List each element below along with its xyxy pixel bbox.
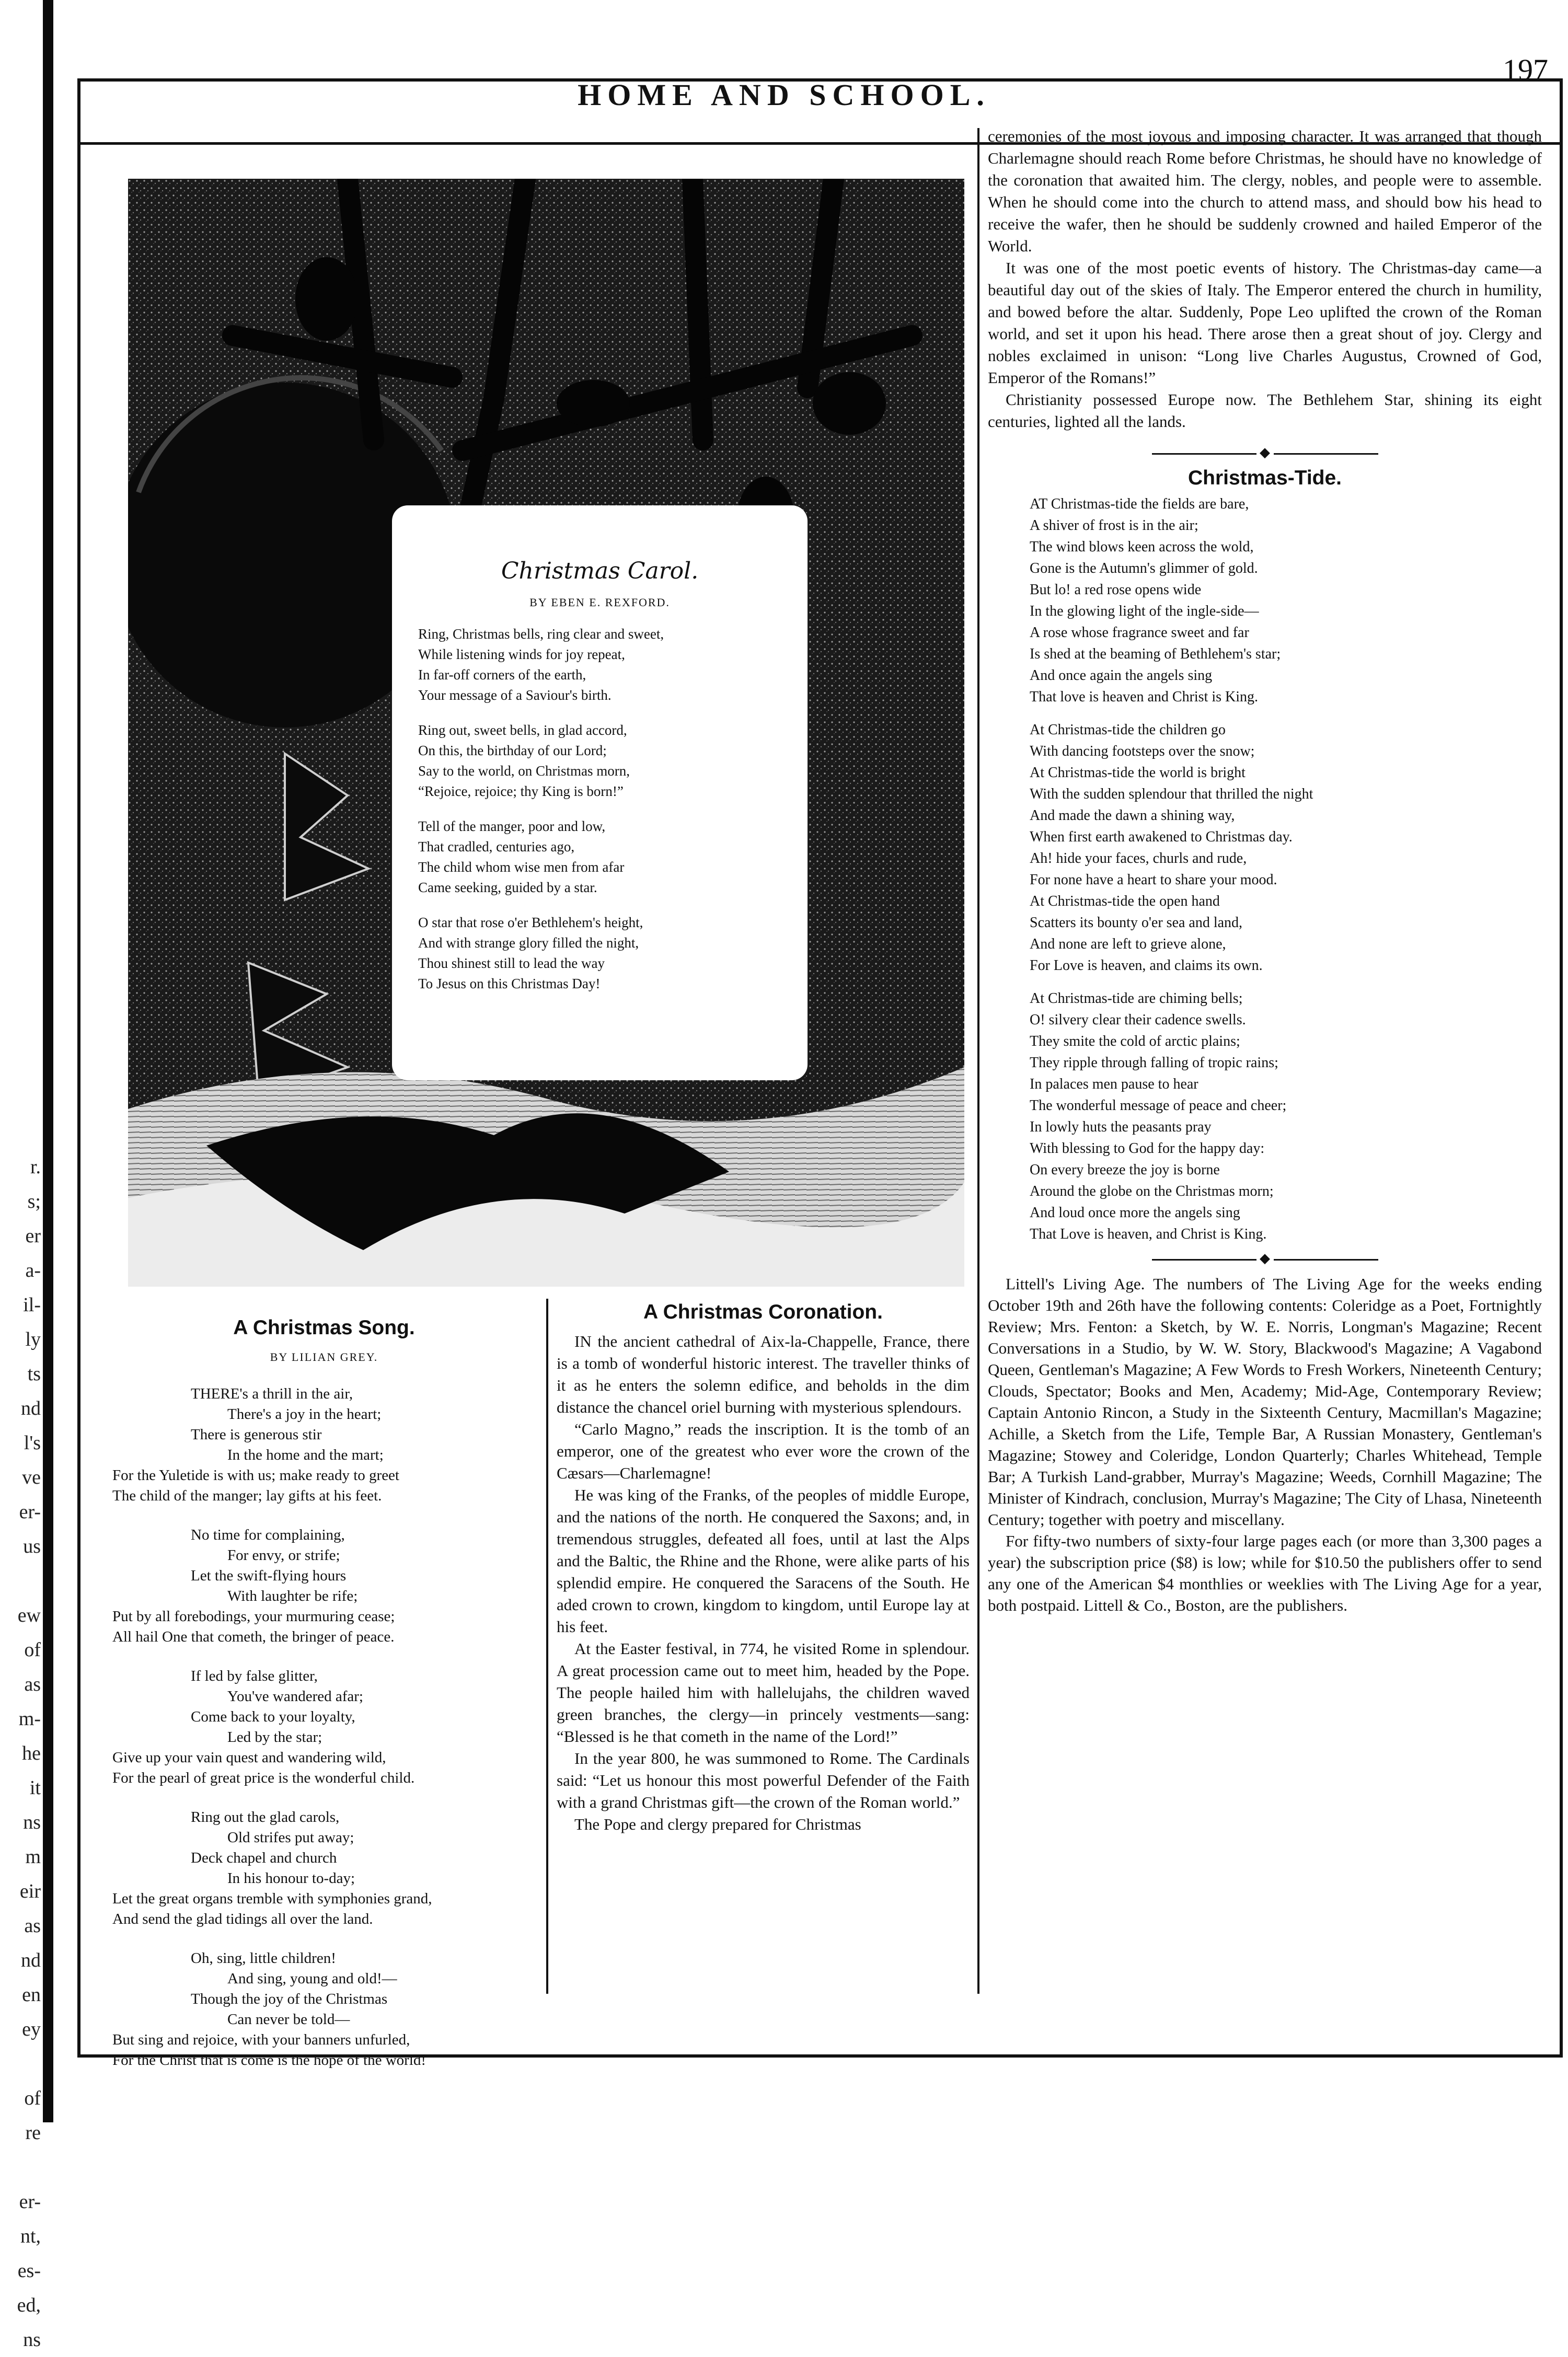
verse-line: But lo! a red rose opens wide	[1030, 582, 1202, 598]
verse-line: At Christmas-tide the world is bright	[1030, 765, 1246, 781]
gutter-fragment-line: as	[24, 1915, 41, 1937]
verse-line: You've wandered afar;	[227, 1688, 363, 1705]
verse-line: Deck chapel and church	[191, 1850, 337, 1866]
gutter-binding-shadow	[43, 0, 53, 2122]
verse-line: Oh, sing, little children!	[191, 1950, 336, 1967]
verse-line: The child whom wise men from afar	[418, 859, 625, 875]
verse-line: While listening winds for joy repeat,	[418, 646, 625, 662]
article-paragraph: The Pope and clergy prepared for Christmas	[574, 1815, 861, 1833]
gutter-fragment-line: eir	[19, 1880, 41, 1902]
verse-line: Let the swift-flying hours	[191, 1567, 347, 1584]
verse-line: Give up your vain quest and wandering wild,	[112, 1749, 386, 1766]
verse-line: At Christmas-tide the children go	[1030, 722, 1226, 738]
tide-stanza	[1030, 719, 1542, 976]
verse-line: Scatters its bounty o'er sea and land,	[1030, 915, 1243, 931]
verse-line: The wind blows keen across the wold,	[1030, 539, 1254, 555]
christmas-tide-poem	[988, 493, 1542, 1245]
carol-stanza	[418, 624, 781, 706]
song-stanza	[112, 1807, 536, 1929]
carol-author: BY EBEN E. REXFORD.	[529, 596, 670, 609]
verse-line: On every breeze the joy is borne	[1030, 1162, 1220, 1178]
gutter-fragment-line: ey	[22, 2018, 41, 2040]
verse-line: They ripple through falling of tropic rains;	[1030, 1055, 1278, 1071]
gutter-fragment-line: l's	[24, 1432, 41, 1454]
winter-illustration	[128, 179, 964, 1287]
verse-line: Ring, Christmas bells, ring clear and sweet,	[418, 626, 664, 642]
verse-line: In the glowing light of the ingle-side—	[1030, 603, 1259, 619]
verse-line: Can never be told—	[227, 2011, 350, 2028]
verse-line: And none are left to grieve alone,	[1030, 936, 1226, 952]
verse-line: Old strifes put away;	[227, 1829, 354, 1846]
section-separator: ◆	[988, 1248, 1542, 1269]
coronation-continued	[988, 125, 1542, 433]
christmas-song-author: BY LILIAN GREY.	[270, 1350, 378, 1364]
running-head: HOME AND SCHOOL.	[578, 78, 990, 112]
verse-line: Gone is the Autumn's glimmer of gold.	[1030, 560, 1258, 576]
verse-line: O star that rose o'er Bethlehem's height,	[418, 915, 643, 930]
verse-line: Come back to your loyalty,	[191, 1708, 355, 1725]
verse-line: A shiver of frost is in the air;	[1030, 517, 1198, 534]
gutter-fragment-line: es-	[17, 2260, 41, 2282]
verse-line: Ring out, sweet bells, in glad accord,	[418, 722, 627, 738]
verse-line: And once again the angels sing	[1030, 667, 1213, 684]
verse-line: In lowly huts the peasants pray	[1030, 1119, 1212, 1135]
gutter-fragment-line: er-	[19, 1501, 41, 1523]
gutter-fragment-line: of	[24, 2087, 41, 2109]
verse-line: Led by the star;	[227, 1729, 322, 1746]
article-paragraph: ceremonies of the most joyous and imposing character. It was arranged that though Charlemagne should reach Rome before Christmas, he should have no knowledge of the coronation that awaited him. The clergy, nobles, and people were to assemble. When he should come into the church to attend mass, and should bow his head to receive the wafer, then he should be suddenly crowned and hailed Emperor of the World.	[988, 127, 1542, 255]
gutter-fragment-line: nd	[21, 1949, 41, 1971]
coronation-body	[557, 1331, 970, 1835]
song-stanza	[112, 1666, 536, 1788]
gutter-fragment-line: er-	[19, 2191, 41, 2213]
gutter-fragment-line: as	[24, 1673, 41, 1695]
verse-line: O! silvery clear their cadence swells.	[1030, 1012, 1246, 1028]
song-stanza	[112, 1384, 536, 1506]
verse-line: No time for complaining,	[191, 1527, 345, 1543]
gutter-fragment-line: en	[22, 1984, 41, 2006]
gutter-fragment-line	[0, 1564, 41, 1598]
verse-line: And with strange glory filled the night,	[418, 935, 639, 951]
verse-line: Thou shinest still to lead the way	[418, 955, 605, 971]
tide-stanza	[1030, 988, 1542, 1245]
column-rule-right	[977, 128, 979, 1994]
gutter-fragment-line	[0, 2150, 41, 2185]
gutter-fragment-line: of	[24, 1639, 41, 1661]
section-separator: ◆	[988, 442, 1542, 463]
carol-stanza	[418, 912, 781, 994]
article-paragraph: In the year 800, he was summoned to Rome. The Cardinals said: “Let us honour this most powerful Defender of the Faith with a grand Christmas gift—the crown of the Roman world.”	[557, 1749, 970, 1811]
verse-line: To Jesus on this Christmas Day!	[418, 976, 601, 991]
article-paragraph: Christianity possessed Europe now. The Bethlehem Star, shining its eight centuries, lighted all the lands.	[988, 390, 1542, 431]
verse-line: Ring out the glad carols,	[191, 1809, 340, 1825]
verse-line: And made the dawn a shining way,	[1030, 807, 1235, 824]
verse-line: AT Christmas-tide the fields are bare,	[1030, 496, 1249, 512]
verse-line: When first earth awakened to Christmas day.	[1030, 829, 1293, 845]
verse-line: Put by all forebodings, your murmuring cease;	[112, 1608, 395, 1625]
verse-line: In far-off corners of the earth,	[418, 667, 586, 683]
notice-paragraph: For fifty-two numbers of sixty-four large pages each (or more than 3,300 pages a year) the subscription price ($8) is low; while for $10.50 the publishers offer to send any one of the American $4 monthlies or weeklies with The Living Age for a year, both postpaid. Littell & Co., Boston, are the publishers.	[988, 1532, 1542, 1614]
gutter-fragment-line: a-	[25, 1260, 41, 1281]
gutter-fragment-line: ly	[25, 1328, 41, 1350]
verse-line: At Christmas-tide are chiming bells;	[1030, 990, 1243, 1007]
gutter-fragment-line: nd	[21, 1397, 41, 1419]
article-paragraph: He was king of the Franks, of the peoples of middle Europe, and the nations of the north. He conquered the Saxons; and, in tremendous struggles, defeated all foes, until at last the Alps and the Baltic, the Rhine and the Rhone, were alike parts of his splendid empire. He conquered the Saracens of the South. He aded crown to crown, kingdom to kingdom, until Europe lay at his feet.	[557, 1486, 970, 1636]
verse-line: That love is heaven and Christ is King.	[1030, 689, 1259, 705]
gutter-fragment-line: m	[25, 1846, 41, 1868]
carol-stanza	[418, 720, 781, 802]
gutter-fragment-line: ew	[17, 1604, 41, 1626]
gutter-fragment-line: it	[29, 1777, 41, 1799]
verse-line: The child of the manger; lay gifts at his feet.	[112, 1487, 382, 1504]
gutter-fragment-line: ns	[23, 2329, 41, 2351]
verse-line: For envy, or strife;	[227, 1547, 340, 1564]
verse-line: Came seeking, guided by a star.	[418, 880, 597, 895]
gutter-fragment-line: s;	[27, 1191, 41, 1212]
page-number: 197	[1503, 53, 1548, 87]
verse-line: All hail One that cometh, the bringer of peace.	[112, 1628, 395, 1645]
verse-line: There is generous stir	[191, 1426, 322, 1443]
verse-line: With the sudden splendour that thrilled the night	[1030, 786, 1313, 802]
carol-title: Christmas Carol.	[501, 558, 699, 584]
gutter-fragment-line: ts	[27, 1363, 41, 1385]
tide-stanza	[1030, 493, 1542, 708]
verse-line: At Christmas-tide the open hand	[1030, 893, 1220, 909]
right-column	[988, 125, 1542, 1616]
verse-line: With blessing to God for the happy day:	[1030, 1140, 1265, 1157]
verse-line: Let the great organs tremble with symphonies grand,	[112, 1890, 432, 1907]
verse-line: Though the joy of the Christmas	[191, 1991, 388, 2007]
coronation-title: A Christmas Coronation.	[643, 1301, 883, 1323]
gutter-fragment-line: ve	[22, 1466, 41, 1488]
verse-line: If led by false glitter,	[191, 1668, 318, 1684]
carol-stanza	[418, 816, 781, 898]
verse-line: For the Yuletide is with us; make ready to greet	[112, 1467, 399, 1484]
verse-line: With laughter be rife;	[227, 1588, 358, 1604]
verse-line: Your message of a Saviour's birth.	[418, 687, 612, 703]
gutter-fragment-line: il-	[23, 1294, 41, 1316]
christmas-song-title: A Christmas Song.	[233, 1316, 415, 1339]
coronation-column	[557, 1301, 970, 1835]
christmas-song-stanzas	[112, 1384, 536, 2071]
song-stanza	[112, 1525, 536, 1647]
notice-paragraph: Littell's Living Age. The numbers of The Living Age for the weeks ending October 19th and 26th have the following contents: Coleridge as a Poet, Fortnightly Review; Mrs. Fenton: a Sketch, by W. E. Norris, Longman's Magazine; Recent Conversations in a Studio, by W. W. Story, Blackwood's Magazine; A Vagabond Queen, Gentleman's Magazine; A Few Words to Fresh Workers, Nineteenth Century; Clouds, Spectator; Books and Men, Academy; Mid-Age, Contemporary Review; Captain Antonio Rincon, a Study in the Sixteenth Century, Macmillan's Magazine; Achille, a Sketch from the Life, Temple Bar, A Russian Monastery, Gentleman's Magazine; Stowey and Coleridge, London Quarterly; Charles Whitehead, Temple Bar; A Turkish Land-grabber, Murray's Magazine; Weeds, Cornhill Magazine; The Minister of Kindrach, conclusion, Murray's Magazine; The City of Lhasa, Nineteenth Century; together with poetry and miscellany.	[988, 1275, 1542, 1529]
verse-line: But sing and rejoice, with your banners unfurled,	[112, 2031, 410, 2048]
verse-line: There's a joy in the heart;	[227, 1406, 382, 1423]
verse-line: And loud once more the angels sing	[1030, 1205, 1240, 1221]
song-stanza	[112, 1948, 536, 2071]
verse-line: THERE's a thrill in the air,	[191, 1385, 353, 1402]
verse-line: For the pearl of great price is the wonderful child.	[112, 1770, 415, 1786]
verse-line: Is shed at the beaming of Bethlehem's star;	[1030, 646, 1281, 662]
verse-line: A rose whose fragrance sweet and far	[1030, 625, 1249, 641]
christmas-tide-title: Christmas-Tide.	[1187, 467, 1342, 489]
verse-line: In palaces men pause to hear	[1030, 1076, 1198, 1092]
verse-line: For Love is heaven, and claims its own.	[1030, 957, 1263, 974]
verse-line: In the home and the mart;	[227, 1447, 384, 1463]
verse-line: For the Christ that is come is the hope of the world!	[112, 2052, 426, 2069]
article-paragraph: It was one of the most poetic events of history. The Christmas-day came—a beautiful day out of the skies of Italy. The Emperor entered the church in humility, and bowed before the altar. Suddenly, Pope Leo uplifted the crown of the Roman world, and set it upon his head. There arose then a great shout of joy. Clergy and nobles exclaimed in unison: “Long live Charles Augustus, Crowned of God, Emperor of the Romans!”	[988, 259, 1542, 387]
verse-line: Ah! hide your faces, churls and rude,	[1030, 850, 1247, 866]
verse-line: Tell of the manger, poor and low,	[418, 818, 606, 834]
verse-line: Say to the world, on Christmas morn,	[418, 763, 630, 779]
gutter-fragment-line: er	[25, 1225, 41, 1247]
gutter-fragment-line: nt,	[20, 2225, 41, 2247]
gutter-fragment-line: us	[23, 1535, 41, 1557]
carol-card	[392, 505, 808, 1080]
gutter-fragment-line: ed,	[17, 2294, 41, 2316]
article-paragraph: “Carlo Magno,” reads the inscription. It is the tomb of an emperor, one of the greatest who ever wore the crown of the Cæsars—Charlemagne!	[557, 1420, 970, 1482]
article-paragraph: At the Easter festival, in 774, he visited Rome in splendour. A great procession came out to meet him, headed by the Pope. The people hailed him with hallelujahs, the children waved green branches, the clergy—in princely vestments—sang: “Blessed is he that cometh in the name of the Lord!”	[557, 1639, 970, 1746]
gutter-fragment-line: re	[25, 2122, 41, 2144]
gutter-fragment-line: m-	[18, 1708, 41, 1730]
gutter-fragment-line: ns	[23, 1811, 41, 1833]
verse-line: Around the globe on the Christmas morn;	[1030, 1183, 1274, 1199]
gutter-fragment-line	[0, 2047, 41, 2081]
christmas-song-column	[112, 1317, 536, 2071]
verse-line: They smite the cold of arctic plains;	[1030, 1033, 1240, 1049]
gutter-fragment-line: r.	[30, 1156, 41, 1178]
verse-line: The wonderful message of peace and cheer;	[1030, 1097, 1287, 1114]
verse-line: That Love is heaven, and Christ is King.	[1030, 1226, 1267, 1242]
verse-line: And sing, young and old!—	[227, 1970, 397, 1987]
living-age-notice	[988, 1273, 1542, 1616]
verse-line: “Rejoice, rejoice; thy King is born!”	[418, 783, 624, 799]
adjacent-page-fragment	[0, 1150, 41, 2357]
verse-line: And send the glad tidings all over the land.	[112, 1911, 373, 1927]
verse-line: On this, the birthday of our Lord;	[418, 743, 607, 758]
article-paragraph: IN the ancient cathedral of Aix-la-Chappelle, France, there is a tomb of wonderful historic interest. The traveller thinks of it as he enters the solemn edifice, and beholds in the dim distance the chancel oriel burning with mysterious splendours.	[557, 1332, 970, 1416]
verse-line: With dancing footsteps over the snow;	[1030, 743, 1255, 759]
verse-line: In his honour to-day;	[227, 1870, 355, 1887]
verse-line: For none have a heart to share your mood.	[1030, 872, 1277, 888]
gutter-fragment-line: he	[22, 1742, 41, 1764]
column-rule-lower	[546, 1299, 548, 1994]
verse-line: That cradled, centuries ago,	[418, 839, 575, 854]
